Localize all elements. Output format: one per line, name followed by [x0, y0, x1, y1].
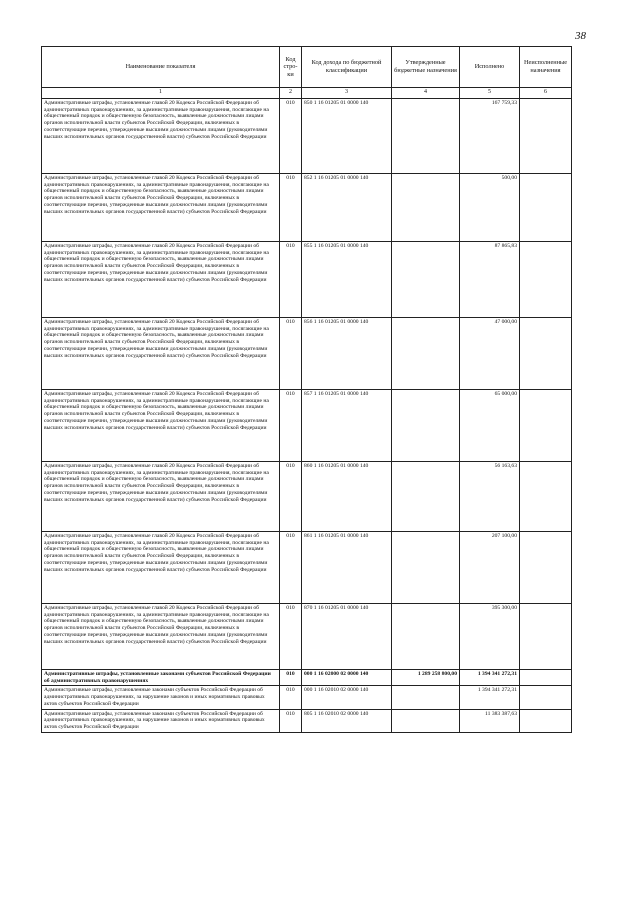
header-name: Наименование показателя — [42, 47, 280, 88]
row-income-code: 870 1 16 01205 01 0000 140 — [302, 604, 392, 670]
row-unexecuted — [520, 686, 572, 709]
column-number: 5 — [460, 88, 520, 99]
row-line-code: 010 — [280, 709, 302, 732]
row-approved — [392, 604, 460, 670]
row-approved — [392, 174, 460, 242]
row-executed: 65 000,00 — [460, 390, 520, 462]
row-unexecuted — [520, 99, 572, 174]
row-line-code: 010 — [280, 242, 302, 318]
header-unexecuted: Неисполненные назначения — [520, 47, 572, 88]
header-line-code: Код стро-ки — [280, 47, 302, 88]
row-name: Административные штрафы, установленные законами субъектов Российской Федерации об административных правонарушениях — [42, 670, 280, 686]
row-line-code: 010 — [280, 462, 302, 532]
table-row — [42, 390, 572, 462]
row-approved: 1 289 258 800,00 — [392, 670, 460, 686]
row-unexecuted — [520, 318, 572, 390]
row-line-code: 010 — [280, 604, 302, 670]
column-numbers-row — [42, 88, 572, 99]
table-row — [42, 709, 572, 732]
table-row — [42, 318, 572, 390]
row-unexecuted — [520, 390, 572, 462]
row-income-code: 855 1 16 01205 01 0000 140 — [302, 242, 392, 318]
row-executed: 207 100,00 — [460, 532, 520, 604]
row-line-code: 010 — [280, 174, 302, 242]
column-number: 2 — [280, 88, 302, 99]
row-line-code: 010 — [280, 318, 302, 390]
column-number: 4 — [392, 88, 460, 99]
row-line-code: 010 — [280, 532, 302, 604]
page-number: 38 — [575, 30, 586, 42]
row-unexecuted — [520, 604, 572, 670]
header-executed: Исполнено — [460, 47, 520, 88]
row-approved — [392, 390, 460, 462]
table-row — [42, 532, 572, 604]
table-row — [42, 670, 572, 686]
row-unexecuted — [520, 242, 572, 318]
row-line-code: 010 — [280, 670, 302, 686]
column-number: 6 — [520, 88, 572, 99]
row-income-code: 860 1 16 01205 01 0000 140 — [302, 462, 392, 532]
row-executed: 500,00 — [460, 174, 520, 242]
row-name: Административные штрафы, установленные главой 20 Кодекса Российской Федерации об административных правонарушениях, за административные правонарушения, посягающие на общественный порядок и общественную безопасность, выявленные должностными лицами органов исполнительной власти субъектов Российской Федерации, включенных в соответствующие перечни, утвержденные высшими должностными лицами (руководителями высших исполнительных органов государственной власти) субъектов Российской Федерации — [42, 462, 280, 532]
row-name: Административные штрафы, установленные законами субъектов Российской Федерации об административных правонарушениях, за нарушение законов и иных нормативных правовых актов субъектов Российской Федерации — [42, 709, 280, 732]
table-row — [42, 604, 572, 670]
row-executed: 11 383 387,63 — [460, 709, 520, 732]
row-executed: 167 759,33 — [460, 99, 520, 174]
row-name: Административные штрафы, установленные главой 20 Кодекса Российской Федерации об административных правонарушениях, за административные правонарушения, посягающие на общественный порядок и общественную безопасность, выявленные должностными лицами органов исполнительной власти субъектов Российской Федерации, включенных в соответствующие перечни, утвержденные высшими должностными лицами (руководителями высших исполнительных органов государственной власти) субъектов Российской Федерации — [42, 532, 280, 604]
row-executed: 1 394 341 272,31 — [460, 670, 520, 686]
header-income-code: Код дохода по бюджетной классификации — [302, 47, 392, 88]
row-unexecuted — [520, 462, 572, 532]
table-row — [42, 686, 572, 709]
row-executed: 47 000,00 — [460, 318, 520, 390]
row-unexecuted — [520, 532, 572, 604]
table-row — [42, 174, 572, 242]
row-income-code: 000 1 16 02010 02 0000 140 — [302, 686, 392, 709]
row-unexecuted — [520, 709, 572, 732]
row-income-code: 852 1 16 01205 01 0000 140 — [302, 174, 392, 242]
row-executed: 56 163,63 — [460, 462, 520, 532]
row-approved — [392, 686, 460, 709]
table-header-row — [42, 47, 572, 88]
column-number: 1 — [42, 88, 280, 99]
row-approved — [392, 709, 460, 732]
row-executed: 1 394 341 272,31 — [460, 686, 520, 709]
table-row — [42, 462, 572, 532]
row-income-code: 000 1 16 02000 02 0000 140 — [302, 670, 392, 686]
row-name: Административные штрафы, установленные главой 20 Кодекса Российской Федерации об административных правонарушениях, за административные правонарушения, посягающие на общественный порядок и общественную безопасность, выявленные должностными лицами органов исполнительной власти субъектов Российской Федерации, включенных в соответствующие перечни, утвержденные высшими должностными лицами (руководителями высших исполнительных органов государственной власти) субъектов Российской Федерации — [42, 242, 280, 318]
income-report-table — [41, 46, 572, 733]
row-line-code: 010 — [280, 686, 302, 709]
header-approved: Утвержденные бюджетные назначения — [392, 47, 460, 88]
row-executed: 395 300,00 — [460, 604, 520, 670]
table-row — [42, 99, 572, 174]
row-unexecuted — [520, 670, 572, 686]
row-income-code: 805 1 16 02010 02 0000 140 — [302, 709, 392, 732]
row-approved — [392, 318, 460, 390]
row-name: Административные штрафы, установленные главой 20 Кодекса Российской Федерации об административных правонарушениях, за административные правонарушения, посягающие на общественный порядок и общественную безопасность, выявленные должностными лицами органов исполнительной власти субъектов Российской Федерации, включенных в соответствующие перечни, утвержденные высшими должностными лицами (руководителями высших исполнительных органов государственной власти) субъектов Российской Федерации — [42, 174, 280, 242]
row-name: Административные штрафы, установленные главой 20 Кодекса Российской Федерации об административных правонарушениях, за административные правонарушения, посягающие на общественный порядок и общественную безопасность, выявленные должностными лицами органов исполнительной власти субъектов Российской Федерации, включенных в соответствующие перечни, утвержденные высшими должностными лицами (руководителями высших исполнительных органов государственной власти) субъектов Российской Федерации — [42, 318, 280, 390]
row-approved — [392, 532, 460, 604]
row-line-code: 010 — [280, 390, 302, 462]
table-row — [42, 242, 572, 318]
row-income-code: 861 1 16 01205 01 0000 140 — [302, 532, 392, 604]
row-executed: 87 865,83 — [460, 242, 520, 318]
row-name: Административные штрафы, установленные главой 20 Кодекса Российской Федерации об административных правонарушениях, за административные правонарушения, посягающие на общественный порядок и общественную безопасность, выявленные должностными лицами органов исполнительной власти субъектов Российской Федерации, включенных в соответствующие перечни, утвержденные высшими должностными лицами (руководителями высших исполнительных органов государственной власти) субъектов Российской Федерации — [42, 99, 280, 174]
row-income-code: 850 1 16 01205 01 0000 140 — [302, 99, 392, 174]
row-unexecuted — [520, 174, 572, 242]
row-income-code: 857 1 16 01205 01 0000 140 — [302, 390, 392, 462]
row-name: Административные штрафы, установленные законами субъектов Российской Федерации об административных правонарушениях, за нарушение законов и иных нормативных правовых актов субъектов Российской Федерации — [42, 686, 280, 709]
row-approved — [392, 242, 460, 318]
row-income-code: 856 1 16 01205 01 0000 140 — [302, 318, 392, 390]
row-name: Административные штрафы, установленные главой 20 Кодекса Российской Федерации об административных правонарушениях, за административные правонарушения, посягающие на общественный порядок и общественную безопасность, выявленные должностными лицами органов исполнительной власти субъектов Российской Федерации, включенных в соответствующие перечни, утвержденные высшими должностными лицами (руководителями высших исполнительных органов государственной власти) субъектов Российской Федерации — [42, 390, 280, 462]
row-approved — [392, 99, 460, 174]
row-name: Административные штрафы, установленные главой 20 Кодекса Российской Федерации об административных правонарушениях, за административные правонарушения, посягающие на общественный порядок и общественную безопасность, выявленные должностными лицами органов исполнительной власти субъектов Российской Федерации, включенных в соответствующие перечни, утвержденные высшими должностными лицами (руководителями высших исполнительных органов государственной власти) субъектов Российской Федерации — [42, 604, 280, 670]
row-approved — [392, 462, 460, 532]
column-number: 3 — [302, 88, 392, 99]
row-line-code: 010 — [280, 99, 302, 174]
